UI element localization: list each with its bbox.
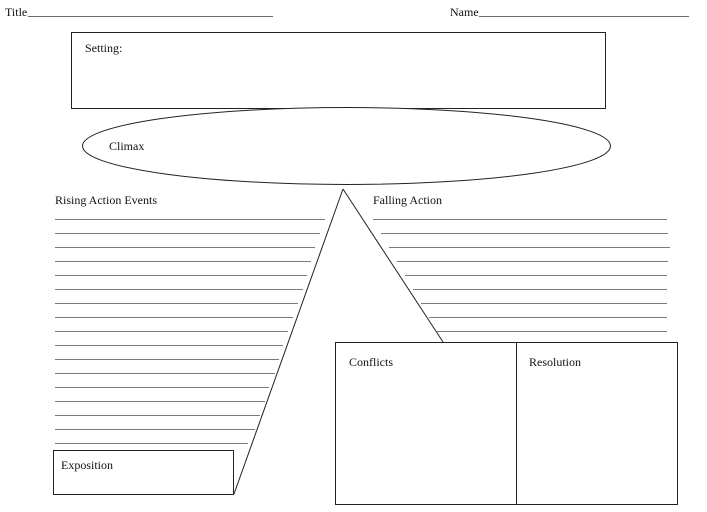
rising-action-line-4[interactable] [55, 261, 311, 262]
rising-action-line-7[interactable] [55, 303, 298, 304]
rising-action-line-9[interactable] [55, 331, 288, 332]
rising-action-line-17[interactable] [55, 443, 248, 444]
rising-action-line-6[interactable] [55, 289, 303, 290]
resolution-box[interactable] [516, 342, 678, 505]
rising-action-line-15[interactable] [55, 415, 260, 416]
rising-action-line-8[interactable] [55, 317, 293, 318]
rising-action-line-3[interactable] [55, 247, 315, 248]
rising-action-line-5[interactable] [55, 275, 307, 276]
rising-action-line-12[interactable] [55, 373, 275, 374]
exposition-label: Exposition [61, 458, 114, 472]
exposition-box[interactable] [53, 450, 234, 495]
falling-action-line-4[interactable] [397, 261, 668, 262]
resolution-label: Resolution [529, 355, 582, 369]
rising-action-line-1[interactable] [55, 219, 325, 220]
falling-action-line-5[interactable] [405, 275, 667, 276]
rising-action-line-11[interactable] [55, 359, 279, 360]
setting-label: Setting: [85, 41, 123, 55]
climax-label: Climax [109, 139, 145, 153]
falling-action-line-9[interactable] [437, 331, 667, 332]
rising-action-line-2[interactable] [55, 233, 320, 234]
falling-action-line-1[interactable] [373, 219, 667, 220]
rising-action-line-14[interactable] [55, 401, 265, 402]
falling-action-line-6[interactable] [413, 289, 667, 290]
rising-action-label: Rising Action Events [55, 193, 157, 207]
falling-action-line [343, 189, 443, 342]
falling-action-line-2[interactable] [381, 233, 668, 234]
falling-action-line-7[interactable] [421, 303, 667, 304]
rising-action-line-10[interactable] [55, 345, 283, 346]
title-label: Title [5, 5, 28, 19]
falling-action-line-8[interactable] [429, 317, 667, 318]
name-label: Name [450, 5, 479, 19]
conflicts-box[interactable] [335, 342, 517, 505]
rising-action-line [234, 189, 343, 494]
rising-action-line-13[interactable] [55, 387, 269, 388]
rising-action-line-16[interactable] [55, 429, 255, 430]
falling-action-label: Falling Action [373, 193, 442, 207]
falling-action-line-3[interactable] [389, 247, 670, 248]
climax-ellipse[interactable] [83, 108, 611, 185]
conflicts-label: Conflicts [349, 355, 393, 369]
